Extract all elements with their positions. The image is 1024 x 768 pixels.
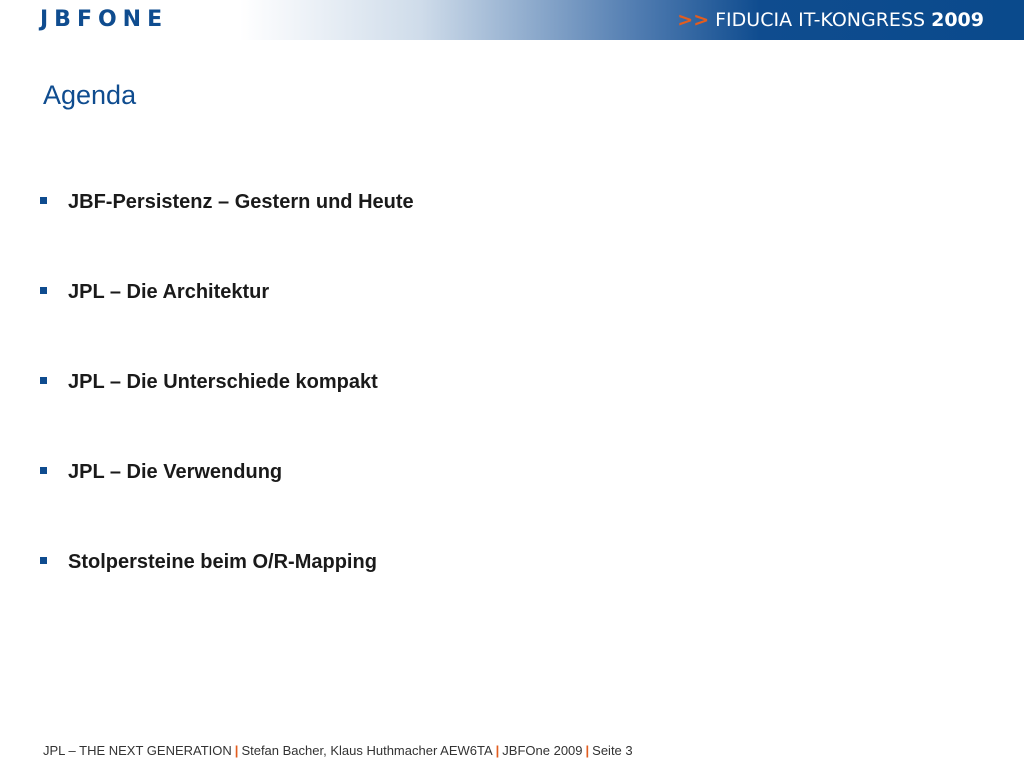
double-chevron-icon: >> (677, 9, 710, 31)
footer-separator: | (585, 743, 590, 758)
slide-footer (43, 743, 633, 759)
footer-separator: | (495, 743, 500, 758)
footer-title: JPL – THE NEXT GENERATION (43, 743, 232, 758)
footer-page-number: Seite 3 (592, 743, 633, 758)
square-bullet-icon (40, 557, 47, 564)
square-bullet-icon (40, 287, 47, 294)
agenda-item-label: JBF-Persistenz – Gestern und Heute (68, 191, 414, 213)
jbfone-logo: JBFONE (40, 7, 169, 32)
header-bar (0, 0, 1024, 40)
square-bullet-icon (40, 377, 47, 384)
conference-year: 2009 (931, 9, 984, 31)
footer-separator: | (234, 743, 239, 758)
conference-banner (677, 7, 984, 33)
agenda-item-label: JPL – Die Unterschiede kompakt (68, 371, 378, 393)
footer-authors: Stefan Bacher, Klaus Huthmacher AEW6TA (241, 743, 493, 758)
agenda-item-label: JPL – Die Verwendung (68, 461, 283, 483)
agenda-item-label: JPL – Die Architektur (68, 281, 270, 303)
square-bullet-icon (40, 197, 47, 204)
slide-title: Agenda (43, 80, 137, 110)
square-bullet-icon (40, 467, 47, 474)
conference-name: FIDUCIA IT-KONGRESS (715, 9, 926, 31)
agenda-item-label: Stolpersteine beim O/R-Mapping (68, 551, 377, 573)
footer-event: JBFOne 2009 (502, 743, 583, 758)
